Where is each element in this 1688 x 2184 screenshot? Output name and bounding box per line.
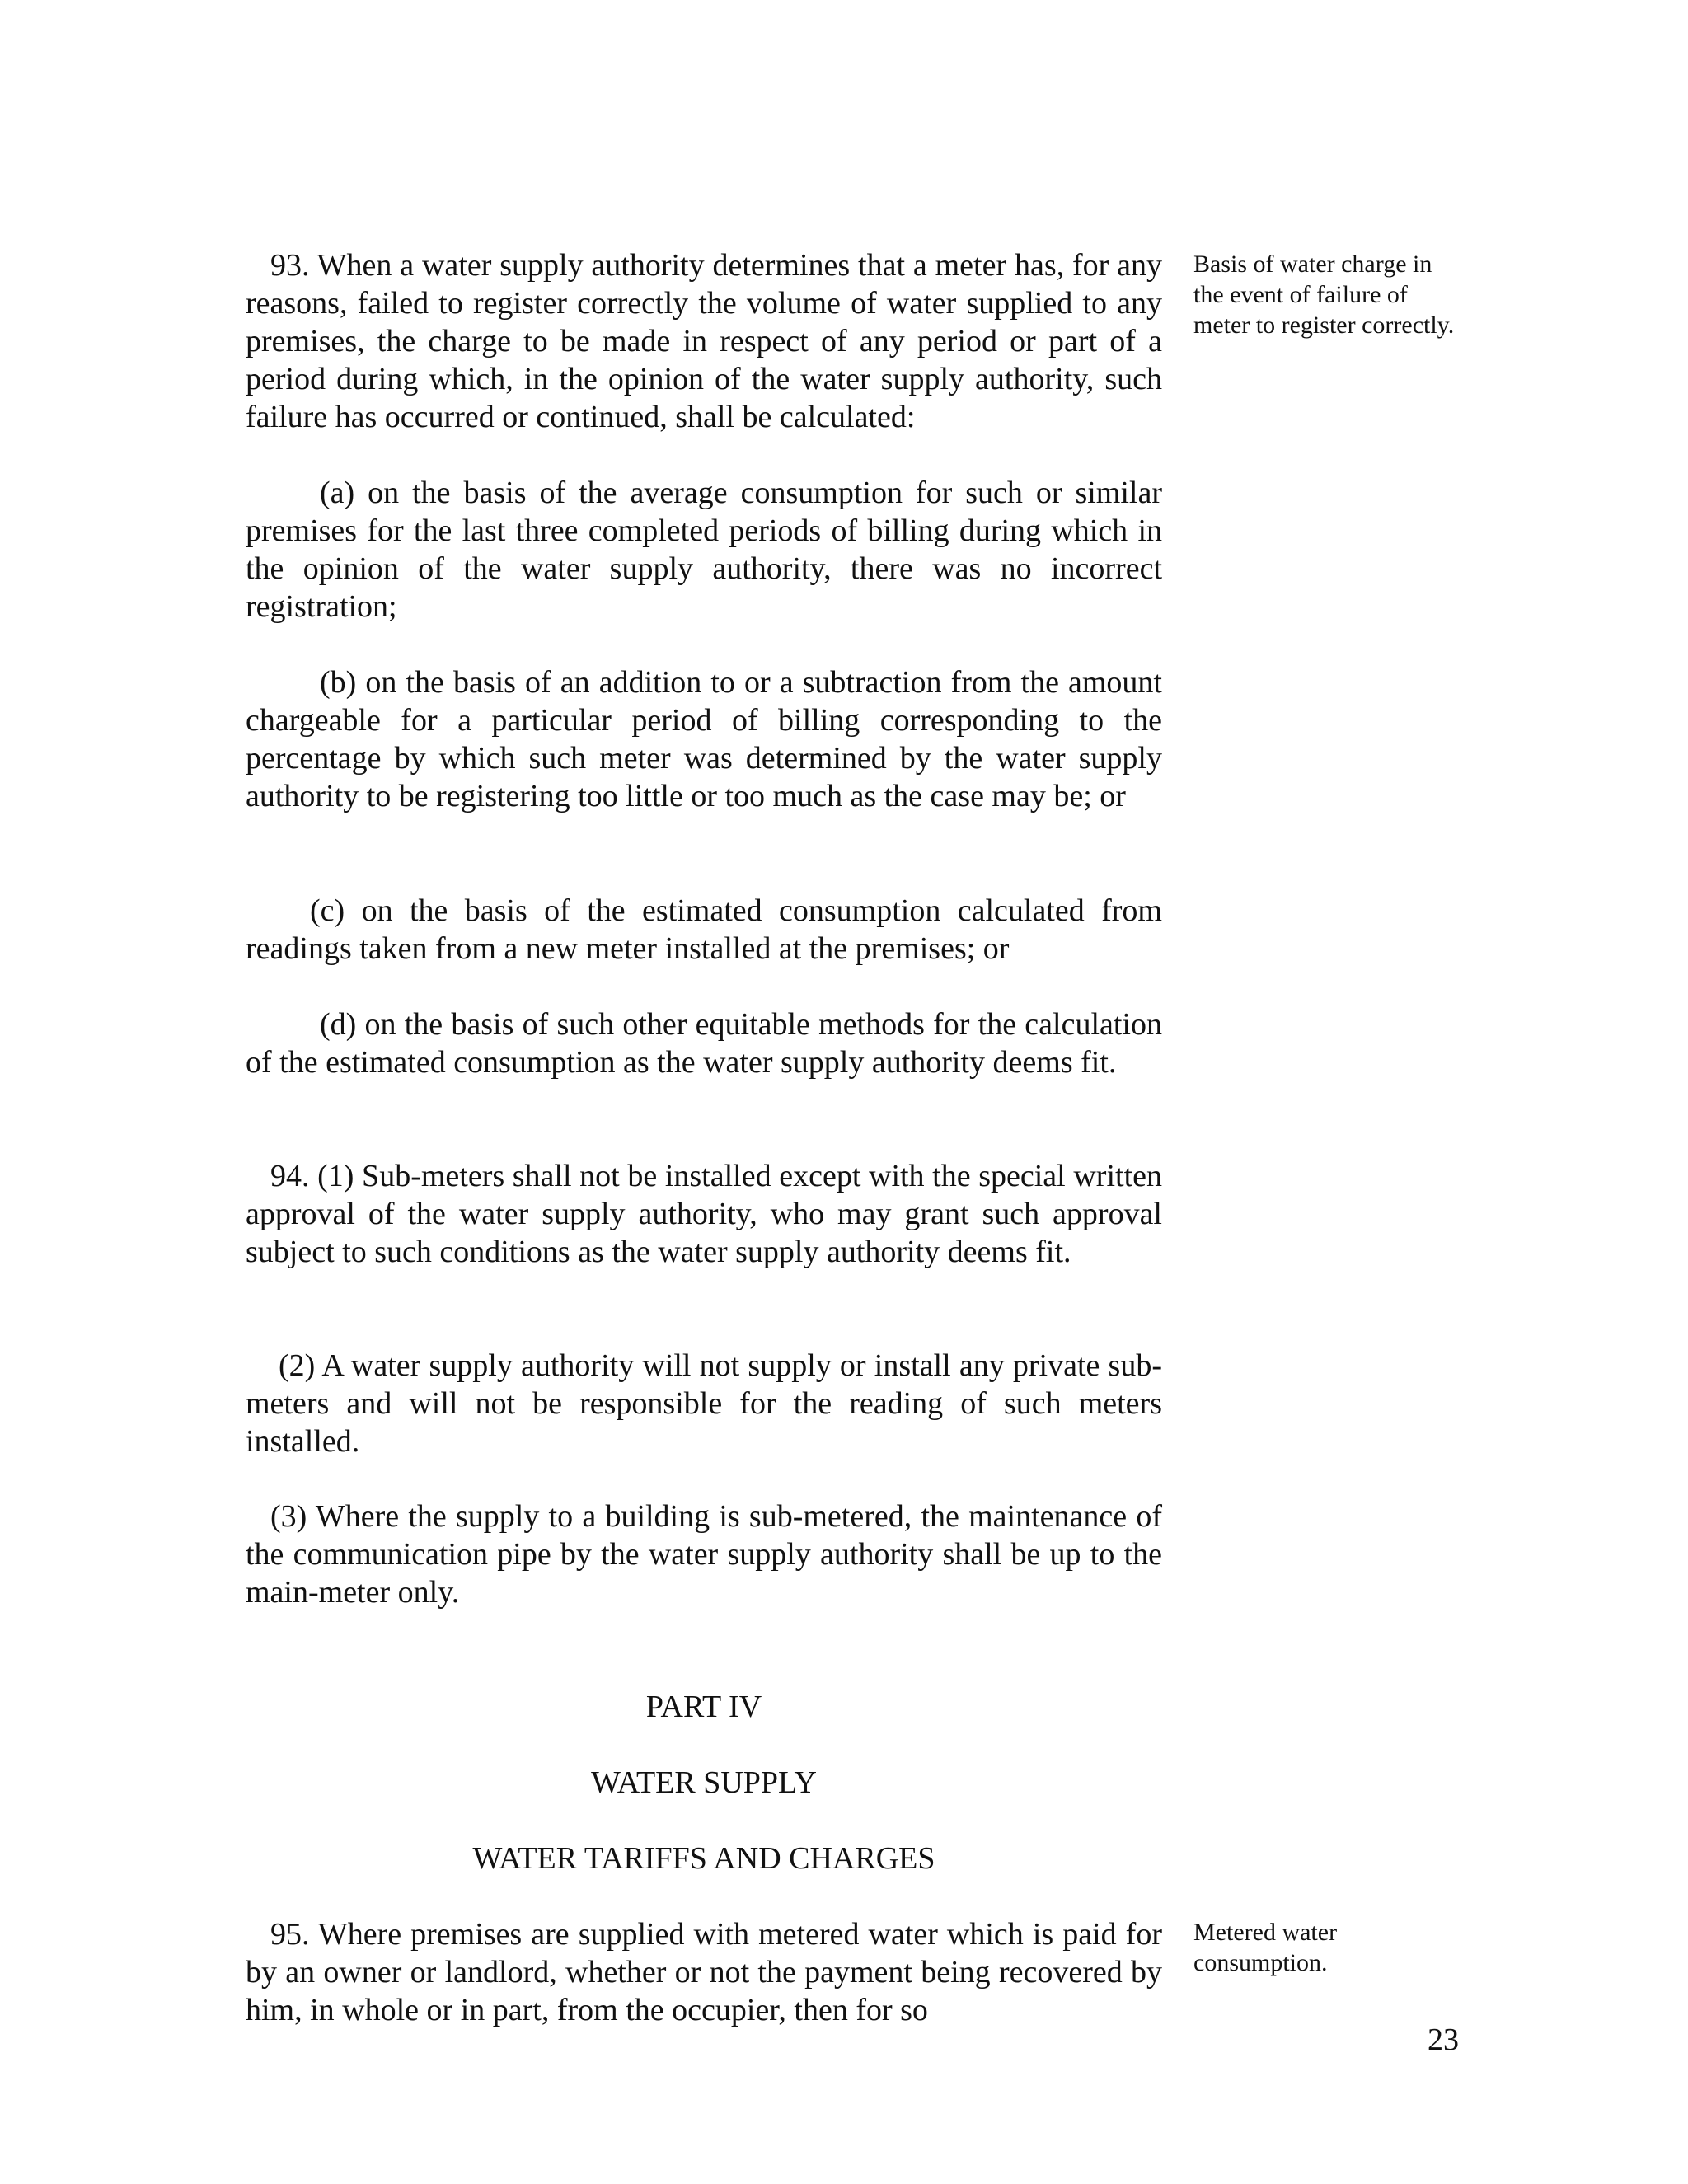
section-94-sub-3: (3) Where the supply to a building is sub-metered, the maintenance of the communication pipe by the water supply authority shall be up to the main-meter only. xyxy=(246,1499,1162,1610)
section-93-intro: 93. When a water supply authority determines that a meter has, for any reasons, failed to register correctly the volume of water supplied to any premises, the charge to be made in respect of any period or part of a period during which, in the opinion of the water supply authority, such failure has occurred or continued, shall be calculated: xyxy=(246,248,1162,434)
part-heading: PART IV xyxy=(645,1690,762,1724)
section-95-margin-note: Metered water consumption. xyxy=(1193,1919,1338,1976)
section-94-sub-1: 94. (1) Sub-meters shall not be installed except with the special written approval of the water supply authority, who may grant such approval subject to such conditions as the water supply authority deems fit. xyxy=(246,1159,1162,1269)
section-93-para-c: (c) on the basis of the estimated consumption calculated from readings taken from a new meter installed at the premises; or xyxy=(246,893,1162,966)
page-number: 23 xyxy=(1428,2022,1459,2057)
section-93-para-d: (d) on the basis of such other equitable methods for the calculation of the estimated consumption as the water supply authority deems fit. xyxy=(246,1007,1162,1080)
part-title: WATER SUPPLY xyxy=(591,1765,817,1800)
section-93-para-b: (b) on the basis of an addition to or a subtraction from the amount chargeable for a particular period of billing corresponding to the percentage by which such meter was determined by the water supply authority to be registering too little or too much as the case may be; or xyxy=(246,665,1162,813)
section-95-text: 95. Where premises are supplied with metered water which is paid for by an owner or landlord, whether or not the payment being recovered by him, in whole or in part, from the occupier, then for so xyxy=(246,1917,1162,2027)
section-93-margin-note: Basis of water charge in the event of failure of meter to register correctly. xyxy=(1193,251,1455,339)
section-94-sub-2: (2) A water supply authority will not supply or install any private sub-meters and will not be responsible for the reading of such meters installed. xyxy=(246,1348,1162,1459)
section-93-para-a: (a) on the basis of the average consumption for such or similar premises for the last three completed periods of billing during which in the opinion of the water supply authority, there was no incorrect registration; xyxy=(246,476,1162,624)
part-subtitle: WATER TARIFFS AND CHARGES xyxy=(472,1841,935,1876)
